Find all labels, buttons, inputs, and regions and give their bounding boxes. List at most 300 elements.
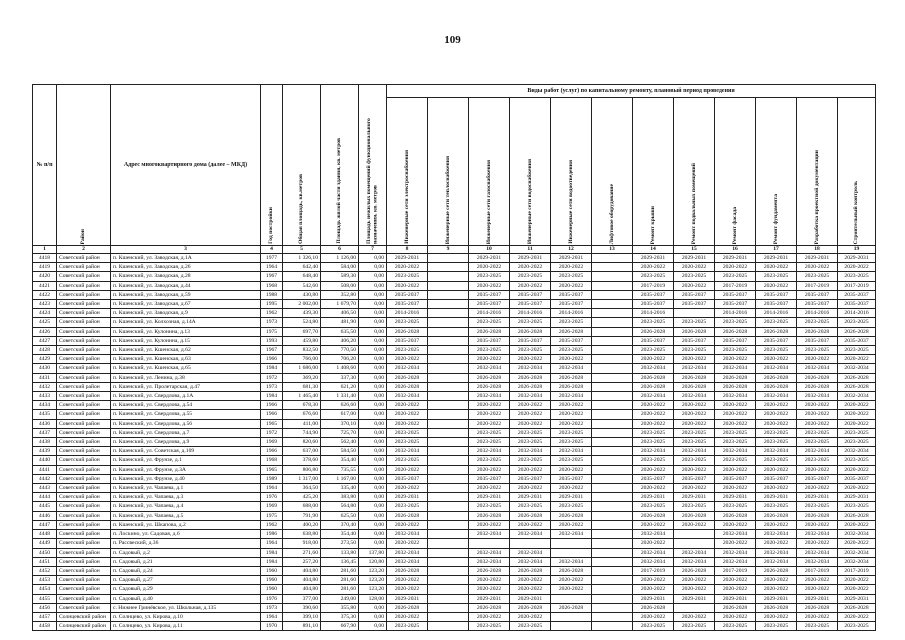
table-cell: п. Садовый, д.29 (111, 585, 261, 594)
table-cell: 2023-2025 (838, 456, 876, 465)
table-cell: 2026-2028 (510, 382, 551, 391)
table-cell: 648,40 (283, 272, 321, 281)
table-cell: 404,80 (283, 576, 321, 585)
table-cell: 2020-2022 (551, 520, 592, 529)
table-cell: 4444 (33, 493, 57, 502)
table-cell: 4449 (33, 539, 57, 548)
table-cell: 2020-2022 (387, 401, 428, 410)
table-cell: п. Кшенский, ул. Кшенская, д.65 (111, 364, 261, 373)
column-number: 10 (469, 246, 510, 254)
table-cell: 2020-2022 (756, 419, 797, 428)
table-cell: 390,60 (283, 603, 321, 612)
header-works-group: Виды работ (услуг) по капитальному ремонту, плановый период проведения (387, 85, 876, 98)
column-number: 18 (797, 246, 838, 254)
table-cell (674, 309, 715, 318)
table-cell: 2023-2025 (469, 502, 510, 511)
table-cell: 4435 (33, 410, 57, 419)
table-cell: 2023-2025 (551, 502, 592, 511)
table-cell: 2029-2031 (469, 254, 510, 263)
table-cell: 2032-2034 (510, 447, 551, 456)
table-cell: 2023-2025 (633, 272, 674, 281)
table-cell: 4426 (33, 327, 57, 336)
table-cell: 406,20 (321, 336, 359, 345)
table-cell: п. Кшенский, ул. Колхозная, д.14А (111, 318, 261, 327)
table-cell: 4452 (33, 566, 57, 575)
table-cell: 2020-2022 (633, 520, 674, 529)
table-cell: 832,50 (283, 346, 321, 355)
table-cell: 2032-2034 (510, 364, 551, 373)
table-cell: 2029-2031 (756, 493, 797, 502)
table-cell: 2026-2028 (387, 382, 428, 391)
table-cell: 2020-2022 (551, 585, 592, 594)
table-cell: 0,00 (359, 272, 387, 281)
table-cell: 2020-2022 (387, 585, 428, 594)
table-cell (592, 484, 633, 493)
table-cell: 2032-2034 (797, 447, 838, 456)
table-cell (428, 622, 469, 631)
table-cell: 2023-2025 (838, 318, 876, 327)
table-cell: 4458 (33, 622, 57, 631)
table-cell (592, 419, 633, 428)
column-number: 16 (715, 246, 756, 254)
table-cell (428, 428, 469, 437)
table-cell: Советский район (57, 530, 111, 539)
table-row (33, 346, 876, 355)
table-cell (674, 539, 715, 548)
table-cell (592, 612, 633, 621)
table-cell: 0,00 (359, 355, 387, 364)
table-cell: 2029-2031 (469, 493, 510, 502)
column-number: 13 (592, 246, 633, 254)
table-cell (592, 290, 633, 299)
table-cell: 564,80 (321, 502, 359, 511)
table-cell: 2023-2025 (469, 318, 510, 327)
table-cell: 4419 (33, 263, 57, 272)
table-cell: 626,60 (321, 401, 359, 410)
table-cell: 2032-2034 (715, 548, 756, 557)
table-cell (592, 309, 633, 318)
table-cell: 2026-2028 (469, 327, 510, 336)
table-row (33, 309, 876, 318)
table-cell: Советский район (57, 336, 111, 345)
table-cell: Советский район (57, 346, 111, 355)
table-cell: 2029-2031 (838, 493, 876, 502)
table-cell: 2020-2022 (797, 401, 838, 410)
table-cell: 4423 (33, 300, 57, 309)
table-cell: 1975 (261, 327, 283, 336)
table-cell: 2035-2037 (551, 474, 592, 483)
table-row (33, 585, 876, 594)
table-cell: 2032-2034 (756, 530, 797, 539)
table-cell: 1973 (261, 603, 283, 612)
table-cell (428, 300, 469, 309)
table-cell: 2023-2025 (838, 346, 876, 355)
table-cell: 123,20 (359, 566, 387, 575)
table-cell (592, 511, 633, 520)
table-cell: 2032-2034 (674, 447, 715, 456)
table-cell: 2020-2022 (551, 263, 592, 272)
table-cell: 2026-2028 (551, 511, 592, 520)
table-cell: 2020-2022 (756, 465, 797, 474)
table-cell: 2017-2019 (715, 566, 756, 575)
table-cell: 0,00 (359, 530, 387, 539)
table-cell: 2023-2025 (387, 346, 428, 355)
table-cell: Советский район (57, 290, 111, 299)
table-cell: 2029-2031 (674, 493, 715, 502)
table-cell: 4432 (33, 382, 57, 391)
table-cell: 2023-2025 (551, 438, 592, 447)
table-cell: 2026-2028 (797, 327, 838, 336)
table-cell: 1984 (261, 557, 283, 566)
table-cell: 0,00 (359, 364, 387, 373)
table-cell: 2029-2031 (633, 594, 674, 603)
table-cell: 281,60 (321, 566, 359, 575)
table-cell: 2026-2028 (633, 373, 674, 382)
table-row (33, 511, 876, 520)
table-cell: 2023-2025 (387, 438, 428, 447)
table-cell: 2032-2034 (674, 548, 715, 557)
table-cell: 2023-2025 (838, 622, 876, 631)
table-cell: 2014-2016 (756, 309, 797, 318)
table-cell (428, 401, 469, 410)
table-cell: Советский район (57, 355, 111, 364)
table-cell: п. Рассвеский, д.36 (111, 539, 261, 548)
table-cell: 2035-2037 (510, 474, 551, 483)
table-cell: 2023-2025 (469, 272, 510, 281)
table-cell: 2032-2034 (633, 392, 674, 401)
table-cell: 1973 (261, 382, 283, 391)
table-cell (428, 318, 469, 327)
table-cell: 2020-2022 (756, 263, 797, 272)
table-cell: 2017-2019 (715, 281, 756, 290)
table-cell: 2035-2037 (387, 300, 428, 309)
table-cell: 2023-2025 (715, 622, 756, 631)
table-cell: 2026-2028 (838, 511, 876, 520)
table-cell: 2020-2022 (838, 576, 876, 585)
table-cell: 637,00 (283, 447, 321, 456)
table-cell: 2014-2016 (633, 309, 674, 318)
table-cell: 2020-2022 (674, 576, 715, 585)
table-cell: 2026-2028 (674, 373, 715, 382)
table-cell: 2032-2034 (756, 392, 797, 401)
table-cell: 2020-2022 (674, 612, 715, 621)
table-cell: 2026-2028 (387, 373, 428, 382)
table-row (33, 622, 876, 631)
table-cell (428, 456, 469, 465)
table-cell: 2035-2037 (756, 474, 797, 483)
table-cell (592, 364, 633, 373)
table-cell (592, 539, 633, 548)
table-cell: 2032-2034 (838, 392, 876, 401)
table-cell: 635,50 (321, 327, 359, 336)
table-cell: Советский район (57, 585, 111, 594)
table-cell: Советский район (57, 566, 111, 575)
table-cell: 2023-2025 (469, 428, 510, 437)
table-cell: 2035-2037 (510, 336, 551, 345)
table-cell: 2035-2037 (797, 290, 838, 299)
column-number: 12 (551, 246, 592, 254)
table-cell: 2023-2025 (756, 272, 797, 281)
table-row (33, 603, 876, 612)
table-cell: Советский район (57, 327, 111, 336)
header-work-11: Разработка проектной документации (797, 98, 838, 246)
table-cell: п. Солнцево, ул. Кирова, д.10 (111, 612, 261, 621)
table-cell: 2026-2028 (756, 603, 797, 612)
table-cell: 4439 (33, 447, 57, 456)
table-cell: 123,20 (359, 576, 387, 585)
table-cell: 2020-2022 (469, 520, 510, 529)
table-cell: 4424 (33, 309, 57, 318)
table-cell: 2020-2022 (797, 419, 838, 428)
table-cell: 1984 (261, 548, 283, 557)
table-cell: 2023-2025 (838, 272, 876, 281)
table-cell: Советский район (57, 447, 111, 456)
table-cell: 2026-2028 (838, 373, 876, 382)
table-cell: 4456 (33, 603, 57, 612)
table-cell: п. Кшенский, ул. Заводская, д.1А (111, 254, 261, 263)
table-cell: п. Садовый, д.2 (111, 548, 261, 557)
table-cell: 0,00 (359, 484, 387, 493)
table-cell: 2020-2022 (551, 281, 592, 290)
table-cell: 2032-2034 (756, 364, 797, 373)
table-cell: Советский район (57, 484, 111, 493)
table-cell: 2026-2028 (756, 373, 797, 382)
table-cell: 2035-2037 (797, 336, 838, 345)
table-cell: 562,40 (321, 438, 359, 447)
table-cell: 1995 (261, 300, 283, 309)
table-cell: 2035-2037 (715, 474, 756, 483)
table-cell: 2014-2016 (838, 309, 876, 318)
table-cell: 1969 (261, 438, 283, 447)
table-cell: 2026-2028 (469, 373, 510, 382)
table-cell: Советский район (57, 300, 111, 309)
table-cell: 375,30 (321, 612, 359, 621)
table-cell: 2023-2025 (674, 456, 715, 465)
table-cell (428, 520, 469, 529)
table-cell: п. Садовый, д.24 (111, 566, 261, 575)
table-cell: 2035-2037 (674, 300, 715, 309)
table-cell: 0,00 (359, 502, 387, 511)
table-cell: 1989 (261, 474, 283, 483)
table-cell: 2020-2022 (387, 612, 428, 621)
table-cell: 2026-2028 (510, 327, 551, 336)
table-cell (428, 392, 469, 401)
table-cell: п. Кшенский, ул. Кшенская, д.63 (111, 355, 261, 364)
table-cell: 2023-2025 (633, 428, 674, 437)
table-cell: 2032-2034 (387, 557, 428, 566)
table-cell: 2035-2037 (838, 300, 876, 309)
table-cell: 2026-2028 (469, 382, 510, 391)
table-cell: 0,00 (359, 382, 387, 391)
table-cell: 0,00 (359, 612, 387, 621)
table-cell: 2014-2016 (510, 309, 551, 318)
table-cell: 0,00 (359, 290, 387, 299)
table-cell: п. Солнцево, ул. Кирова, д.11 (111, 622, 261, 631)
table-cell: 2014-2016 (551, 309, 592, 318)
table-cell: 2032-2034 (797, 557, 838, 566)
table-cell: с. Нижнее Гринёвское, ул. Школьная, д.135 (111, 603, 261, 612)
header-work-8: Ремонт подвальных помещений (674, 98, 715, 246)
table-cell (592, 465, 633, 474)
table-cell: 1976 (261, 493, 283, 502)
table-cell: 2020-2022 (838, 419, 876, 428)
table-cell: 2026-2028 (551, 327, 592, 336)
table-cell: 2020-2022 (551, 465, 592, 474)
table-cell: 1973 (261, 318, 283, 327)
table-cell: 2020-2022 (797, 410, 838, 419)
table-cell: 2032-2034 (715, 557, 756, 566)
table-cell: 2032-2034 (838, 364, 876, 373)
table-cell: 0,00 (359, 309, 387, 318)
table-cell: 2032-2034 (838, 530, 876, 539)
table-cell: 2026-2028 (797, 382, 838, 391)
table-cell: 370,10 (321, 419, 359, 428)
table-cell (592, 382, 633, 391)
table-cell (592, 576, 633, 585)
table-row (33, 318, 876, 327)
table-cell: 2026-2028 (715, 327, 756, 336)
table-cell: 2023-2025 (756, 456, 797, 465)
table-cell: 2032-2034 (715, 392, 756, 401)
table-cell: Советский район (57, 520, 111, 529)
table-cell: 2026-2028 (510, 603, 551, 612)
table-cell: 1977 (261, 254, 283, 263)
table-cell (428, 410, 469, 419)
table-cell: 2029-2031 (715, 254, 756, 263)
table-cell: 2026-2028 (551, 566, 592, 575)
table-cell: 2020-2022 (387, 263, 428, 272)
table-cell: 1965 (261, 465, 283, 474)
table-cell: 2026-2028 (797, 511, 838, 520)
table-cell: 1 317,00 (283, 474, 321, 483)
table-cell: 2020-2022 (510, 410, 551, 419)
table-cell: 2032-2034 (510, 530, 551, 539)
table-cell (428, 502, 469, 511)
table-cell: 2020-2022 (633, 484, 674, 493)
table-cell: 1 679,70 (321, 300, 359, 309)
table-cell: 2020-2022 (633, 585, 674, 594)
table-cell: 2035-2037 (633, 336, 674, 345)
table-cell: 2026-2028 (715, 603, 756, 612)
table-cell: 2023-2025 (797, 456, 838, 465)
table-cell: 4418 (33, 254, 57, 263)
table-cell: 2020-2022 (633, 576, 674, 585)
table-cell: 1988 (261, 290, 283, 299)
table-cell: 0,00 (359, 392, 387, 401)
table-cell: 2032-2034 (469, 530, 510, 539)
table-cell: 2020-2022 (387, 520, 428, 529)
table-cell: 2032-2034 (674, 364, 715, 373)
table-cell: 2020-2022 (756, 520, 797, 529)
table-row (33, 300, 876, 309)
table-cell: 2032-2034 (551, 392, 592, 401)
table-cell: 891,10 (283, 622, 321, 631)
table-cell: 770,50 (321, 346, 359, 355)
table-cell: 120,80 (359, 557, 387, 566)
table-cell (592, 318, 633, 327)
table-cell: 2023-2025 (387, 456, 428, 465)
table-cell (592, 346, 633, 355)
table-cell: 2032-2034 (510, 392, 551, 401)
table-row (33, 447, 876, 456)
table-cell: 2020-2022 (510, 419, 551, 428)
table-cell: 2020-2022 (838, 520, 876, 529)
column-number: 19 (838, 246, 876, 254)
table-cell: 2026-2028 (633, 603, 674, 612)
table-cell: 2032-2034 (797, 364, 838, 373)
table-cell (428, 438, 469, 447)
table-cell: 257,20 (283, 557, 321, 566)
table-cell: 0,00 (359, 603, 387, 612)
table-cell (592, 474, 633, 483)
table-cell: 2023-2025 (838, 428, 876, 437)
table-cell: 1964 (261, 263, 283, 272)
table-cell: 2020-2022 (387, 465, 428, 474)
table-cell: 2023-2025 (387, 272, 428, 281)
table-cell (428, 585, 469, 594)
table-cell: 1 408,60 (321, 364, 359, 373)
table-cell: 354,40 (321, 456, 359, 465)
table-cell: 791,90 (283, 511, 321, 520)
table-cell: 2020-2022 (551, 401, 592, 410)
table-cell: 0,00 (359, 520, 387, 529)
table-cell: 2020-2022 (838, 355, 876, 364)
table-cell: 1972 (261, 373, 283, 382)
table-cell: п. Лоскино, ул. Садовая, д.6 (111, 530, 261, 539)
table-cell: 2026-2028 (633, 511, 674, 520)
table-cell: 0,00 (359, 419, 387, 428)
table-cell: 2032-2034 (387, 548, 428, 557)
column-number: 14 (633, 246, 674, 254)
table-cell: п. Кшенский, ул. Заводская, д.9 (111, 309, 261, 318)
table-cell: 2020-2022 (551, 484, 592, 493)
table-cell: 2020-2022 (756, 401, 797, 410)
table-cell: 2032-2034 (469, 447, 510, 456)
table-cell: 2023-2025 (756, 502, 797, 511)
table-cell: Советский район (57, 401, 111, 410)
table-cell (428, 539, 469, 548)
table-cell (428, 364, 469, 373)
table-cell: 2020-2022 (633, 410, 674, 419)
table-cell: 2032-2034 (551, 557, 592, 566)
table-cell: 2032-2034 (797, 392, 838, 401)
table-cell: 1962 (261, 309, 283, 318)
table-cell: 4447 (33, 520, 57, 529)
table-cell: 2026-2028 (797, 373, 838, 382)
table-cell: 2035-2037 (551, 300, 592, 309)
table-cell: 2035-2037 (387, 474, 428, 483)
table-cell: 2023-2025 (510, 622, 551, 631)
table-cell (551, 548, 592, 557)
table-cell: 2020-2022 (715, 263, 756, 272)
table-cell: 2020-2022 (715, 465, 756, 474)
table-cell: 2026-2028 (510, 566, 551, 575)
table-cell: 2023-2025 (551, 456, 592, 465)
table-cell: 2023-2025 (387, 622, 428, 631)
table-cell: п. Кшенский, ул. Чапаева, д.5 (111, 511, 261, 520)
table-cell: 0,00 (359, 401, 387, 410)
table-cell: Советский район (57, 318, 111, 327)
table-cell: 2032-2034 (838, 557, 876, 566)
table-cell (428, 373, 469, 382)
table-cell: 1966 (261, 447, 283, 456)
table-cell: 2014-2016 (469, 309, 510, 318)
table-cell: 2029-2031 (674, 254, 715, 263)
table-row (33, 493, 876, 502)
table-cell: 2026-2028 (838, 382, 876, 391)
table-cell: 481,90 (321, 318, 359, 327)
table-cell: 2026-2028 (510, 511, 551, 520)
